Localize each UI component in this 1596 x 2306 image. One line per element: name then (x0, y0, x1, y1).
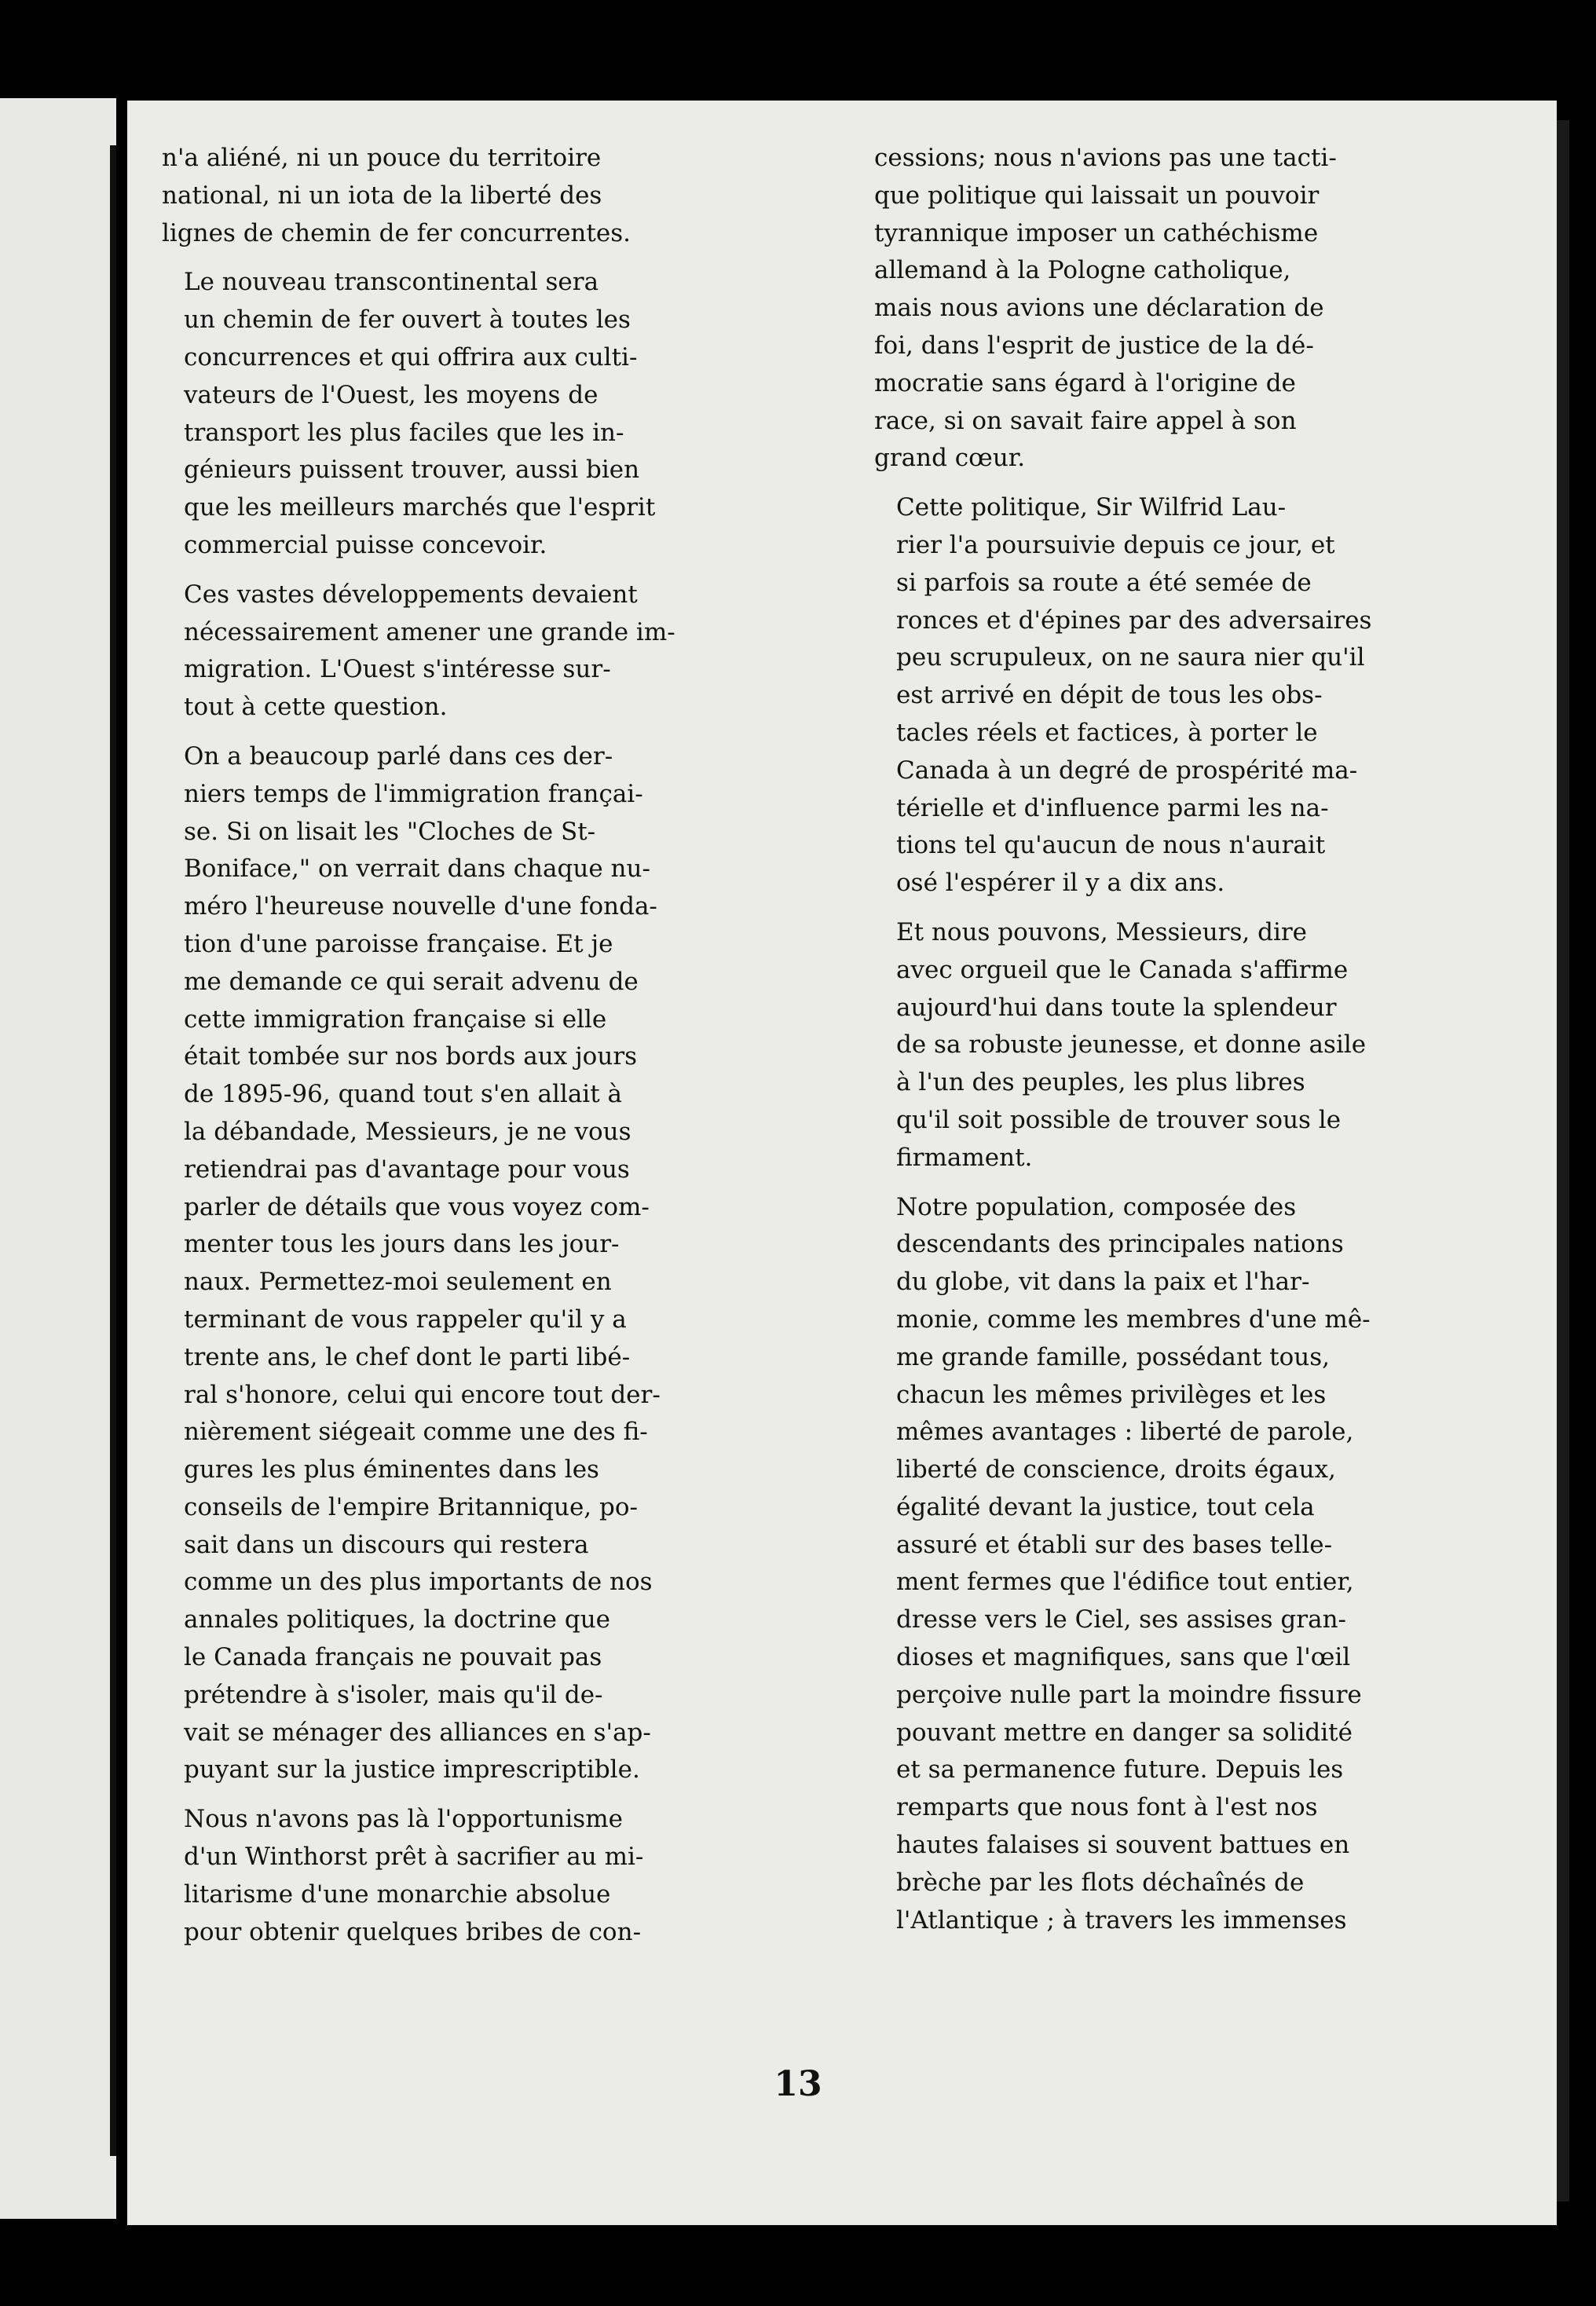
text-line: ronces et d'épines par des adversaires (896, 606, 1372, 635)
text-line: le Canada français ne pouvait pas (184, 1643, 602, 1672)
text-line: si parfois sa route a été semée de (896, 568, 1312, 597)
text-line: méro l'heureuse nouvelle d'une fonda- (184, 892, 657, 921)
text-line: vateurs de l'Ouest, les moyens de (184, 380, 598, 409)
text-line: descendants des principales nations (896, 1230, 1344, 1259)
text-line: vait se ménager des alliances en s'ap- (184, 1718, 651, 1747)
text-line: est arrivé en dépit de tous les obs- (896, 681, 1323, 710)
text-line: térielle et d'influence parmi les na- (896, 793, 1329, 822)
right-text-column (874, 140, 1435, 1951)
text-line: Nous n'avons pas là l'opportunisme (184, 1805, 623, 1834)
text-line: tion d'une paroisse française. Et je (184, 929, 613, 958)
text-line: rier l'a poursuivie depuis ce jour, et (896, 530, 1335, 559)
text-line: n'a aliéné, ni un pouce du territoire (162, 144, 602, 172)
text-line: d'un Winthorst prêt à sacrifier au mi- (184, 1843, 644, 1872)
paragraph (162, 738, 713, 1789)
text-line: comme un des plus importants de nos (184, 1568, 653, 1597)
text-line: la débandade, Messieurs, je ne vous (184, 1117, 631, 1146)
text-line: égalité devant la justice, tout cela (896, 1492, 1315, 1521)
text-line: pouvant mettre en danger sa solidité (896, 1718, 1353, 1747)
text-line: avec orgueil que le Canada s'affirme (896, 955, 1349, 984)
text-line: mêmes avantages : liberté de parole, (896, 1418, 1354, 1447)
paragraph (874, 1189, 1435, 1940)
text-line: foi, dans l'esprit de justice de la dé- (874, 331, 1314, 360)
text-line: litarisme d'une monarchie absolue (184, 1880, 611, 1909)
text-line: menter tous les jours dans les jour- (184, 1230, 620, 1259)
text-line: naux. Permettez-moi seulement en (184, 1268, 612, 1297)
text-line: trente ans, le chef dont le parti libé- (184, 1342, 631, 1371)
text-line: Boniface," on verrait dans chaque nu- (184, 855, 650, 884)
left-text-column (162, 140, 713, 1963)
text-line: me demande ce qui serait advenu de (184, 967, 639, 996)
text-line: se. Si on lisait les "Cloches de St- (184, 817, 596, 846)
text-line: cessions; nous n'avions pas une tacti- (874, 144, 1337, 172)
text-line: qu'il soit possible de trouver sous le (896, 1105, 1342, 1134)
text-line: de sa robuste jeunesse, et donne asile (896, 1030, 1367, 1060)
text-line: grand cœur. (874, 444, 1026, 473)
text-line: tyrannique imposer un cathéchisme (874, 218, 1319, 247)
facing-page-edge (0, 98, 116, 2219)
text-line: ment fermes que l'édifice tout entier, (896, 1568, 1354, 1597)
text-line: firmament. (896, 1143, 1033, 1172)
text-line: niers temps de l'immigration françai- (184, 779, 643, 808)
text-line: que politique qui laissait un pouvoir (874, 181, 1320, 210)
paragraph (162, 1801, 713, 1951)
text-line: race, si on savait faire appel à son (874, 406, 1297, 435)
text-line: mocratie sans égard à l'origine de (874, 368, 1296, 397)
text-line: Cette politique, Sir Wilfrid Lau- (896, 493, 1287, 522)
text-line: annales politiques, la doctrine que (184, 1605, 611, 1634)
text-line: assuré et établi sur des bases telle- (896, 1530, 1333, 1559)
text-line: remparts que nous font à l'est nos (896, 1793, 1318, 1822)
paragraph (162, 140, 713, 252)
text-line: aujourd'hui dans toute la splendeur (896, 993, 1337, 1022)
text-line: terminant de vous rappeler qu'il y a (184, 1305, 627, 1334)
text-line: tacles réels et factices, à porter le (896, 718, 1318, 747)
text-line: hautes falaises si souvent battues en (896, 1831, 1350, 1860)
text-line: cette immigration française si elle (184, 1005, 607, 1034)
paragraph (162, 576, 713, 727)
text-line: prétendre à s'isoler, mais qu'il de- (184, 1680, 603, 1709)
text-line: de 1895-96, quand tout s'en allait à (184, 1080, 623, 1109)
text-line: lignes de chemin de fer concurrentes. (162, 218, 631, 247)
text-line: était tombée sur nos bords aux jours (184, 1042, 638, 1071)
text-line: liberté de conscience, droits égaux, (896, 1455, 1336, 1484)
text-line: chacun les mêmes privilèges et les (896, 1380, 1327, 1409)
text-line: Le nouveau transcontinental sera (184, 268, 599, 297)
text-line: commercial puisse concevoir. (184, 530, 547, 559)
paragraph (874, 489, 1435, 902)
text-line: génieurs puissent trouver, aussi bien (184, 456, 640, 485)
text-line: gures les plus éminentes dans les (184, 1455, 599, 1484)
text-line: nièrement siégeait comme une des fi- (184, 1418, 648, 1447)
text-line: à l'un des peuples, les plus libres (896, 1068, 1305, 1097)
text-line: tout à cette question. (184, 693, 448, 722)
text-line: national, ni un iota de la liberté des (162, 181, 602, 210)
text-line: monie, comme les membres d'une mê- (896, 1305, 1371, 1334)
text-line: migration. L'Ouest s'intéresse sur- (184, 655, 611, 684)
text-line: retiendrai pas d'avantage pour vous (184, 1155, 630, 1184)
text-line: perçoive nulle part la moindre fissure (896, 1680, 1362, 1709)
text-line: Canada à un degré de prospérité ma- (896, 756, 1358, 785)
text-line: et sa permanence future. Depuis les (896, 1755, 1344, 1784)
paragraph (874, 914, 1435, 1177)
text-line: pour obtenir quelques bribes de con- (184, 1917, 642, 1946)
page-shadow-edge (1557, 120, 1569, 2202)
text-line: sait dans un discours qui restera (184, 1530, 589, 1559)
text-line: Et nous pouvons, Messieurs, dire (896, 917, 1308, 946)
page-number: 13 (774, 2064, 822, 2104)
paragraph (162, 264, 713, 564)
text-line: ral s'honore, celui qui encore tout der- (184, 1380, 661, 1409)
text-line: dresse vers le Ciel, ses assises gran- (896, 1605, 1347, 1634)
text-line: l'Atlantique ; à travers les immenses (896, 1905, 1347, 1934)
text-line: osé l'espérer il y a dix ans. (896, 869, 1225, 898)
text-line: concurrences et qui offrira aux culti- (184, 342, 638, 372)
text-line: dioses et magnifiques, sans que l'œil (896, 1643, 1351, 1672)
text-line: puyant sur la justice imprescriptible. (184, 1755, 640, 1784)
text-line: parler de détails que vous voyez com- (184, 1192, 650, 1221)
text-line: nécessairement amener une grande im- (184, 617, 675, 646)
text-line: tions tel qu'aucun de nous n'aurait (896, 831, 1326, 860)
text-line: du globe, vit dans la paix et l'har- (896, 1268, 1310, 1297)
text-line: allemand à la Pologne catholique, (874, 256, 1291, 285)
text-line: conseils de l'empire Britannique, po- (184, 1492, 638, 1521)
paragraph (874, 140, 1435, 478)
text-line: brèche par les flots déchaînés de (896, 1868, 1305, 1897)
text-line: On a beaucoup parlé dans ces der- (184, 741, 613, 770)
text-line: un chemin de fer ouvert à toutes les (184, 306, 631, 335)
text-line: que les meilleurs marchés que l'esprit (184, 493, 656, 522)
text-line: transport les plus faciles que les in- (184, 418, 624, 447)
text-line: peu scrupuleux, on ne saura nier qu'il (896, 643, 1365, 672)
text-line: mais nous avions une déclaration de (874, 294, 1324, 323)
text-line: Notre population, composée des (896, 1192, 1297, 1221)
text-line: Ces vastes développements devaient (184, 580, 638, 609)
text-line: me grande famille, possédant tous, (896, 1342, 1331, 1371)
